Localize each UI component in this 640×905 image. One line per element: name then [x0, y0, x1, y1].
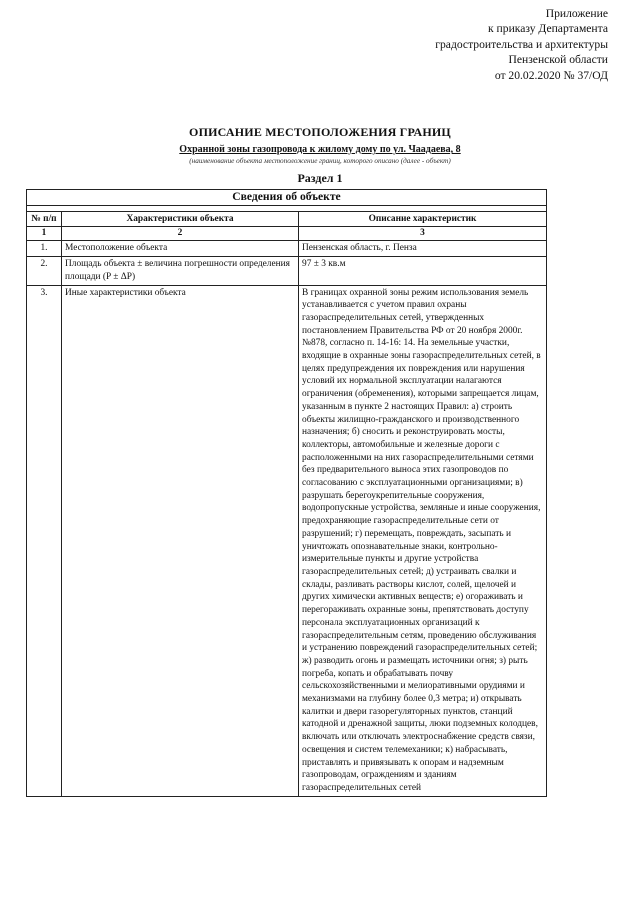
row-characteristic: Иные характеристики объекта	[62, 285, 299, 796]
header-line: градостроительства и архитектуры	[435, 37, 608, 51]
row-number: 3.	[27, 285, 62, 796]
row-description: 97 ± 3 кв.м	[299, 257, 547, 285]
column-number-row	[27, 227, 547, 241]
column-header: Характеристики объекта	[62, 211, 299, 227]
table-header-row	[27, 211, 547, 227]
table-row	[27, 285, 547, 796]
row-number: 1.	[27, 241, 62, 257]
object-name: Охранной зоны газопровода к жилому дому по ул. Чаадаева, 8	[179, 144, 461, 155]
section-title: Раздел 1	[297, 171, 343, 185]
row-description: В границах охранной зоны режим использования земель устанавливается с учетом правил охраны газораспределительных сетей, утвержденных постановлением Правительства РФ от 20 ноября 2000г. №878, согласно п. 14-16: 14. На земельные участки, входящие в охранные зоны газораспределительных сетей, в целях предупреждения их повреждения или нарушения условий их нормальной эксплуатации налагаются ограничения (обременения), которыми запрещается лицам, указанным в пункте 2 настоящих Правил: а) строить объекты жилищно-гражданского и производственного назначения; б) сносить и реконструировать мосты, коллекторы, автомобильные и железные дороги с расположенными на них газораспределительными сетями без предварительного выноса этих газопроводов по согласованию с эксплуатационными организациями; в) разрушать берегоукрепительные сооружения, водопропускные устройства, земляные и иные сооружения, предохраняющие газораспределительные сети от разрушений; г) перемещать, повреждать, засыпать и уничтожать опознавательные знаки, контрольно-измерительные пункты и другие устройства газораспределительных сетей; д) устраивать свалки и склады, разливать растворы кислот, солей, щелочей и других химически активных веществ; е) огораживать и перегораживать охранные зоны, препятствовать доступу персонала эксплуатационных организаций к газораспределительным сетям, проведению обслуживания и устранению повреждений газораспределительных сетей; ж) разводить огонь и размещать источники огня; з) рыть погреба, копать и обрабатывать почву сельскохозяйственными и мелиоративными орудиями и механизмами на глубину более 0,3 метра; и) открывать калитки и двери газорегуляторных пунктов, станций катодной и дренажной защиты, люки подземных колодцев, включать или отключать электроснабжение средств связи, освещения и систем телемеханики; к) набрасывать, приставлять и привязывать к опорам и надземным газопроводам, ограждениям и зданиям газораспределительных сетей	[299, 285, 547, 796]
row-characteristic: Местоположение объекта	[62, 241, 299, 257]
table-caption: Сведения об объекте	[27, 190, 547, 206]
header-line: Пензенской области	[508, 53, 608, 67]
column-header: Описание характеристик	[299, 211, 547, 227]
column-number: 3	[299, 227, 547, 241]
header-line: Приложение	[545, 7, 608, 20]
column-number: 1	[27, 227, 62, 241]
table-row	[27, 257, 547, 285]
object-info-table	[26, 189, 547, 797]
object-name-note: (наименование объекта местоположение границ, которого описано (далее - объект)	[189, 157, 451, 165]
document-title: ОПИСАНИЕ МЕСТОПОЛОЖЕНИЯ ГРАНИЦ	[189, 125, 451, 139]
row-description: Пензенская область, г. Пенза	[299, 241, 547, 257]
column-header: № п/п	[27, 211, 62, 227]
table-row	[27, 241, 547, 257]
approval-header	[435, 6, 608, 83]
column-number: 2	[62, 227, 299, 241]
header-line: к приказу Департамента	[488, 22, 608, 36]
row-number: 2.	[27, 257, 62, 285]
row-characteristic: Площадь объекта ± величина погрешности определения площади (P ± ΔP)	[62, 257, 299, 285]
header-line: от 20.02.2020 № 37/ОД	[494, 68, 608, 82]
